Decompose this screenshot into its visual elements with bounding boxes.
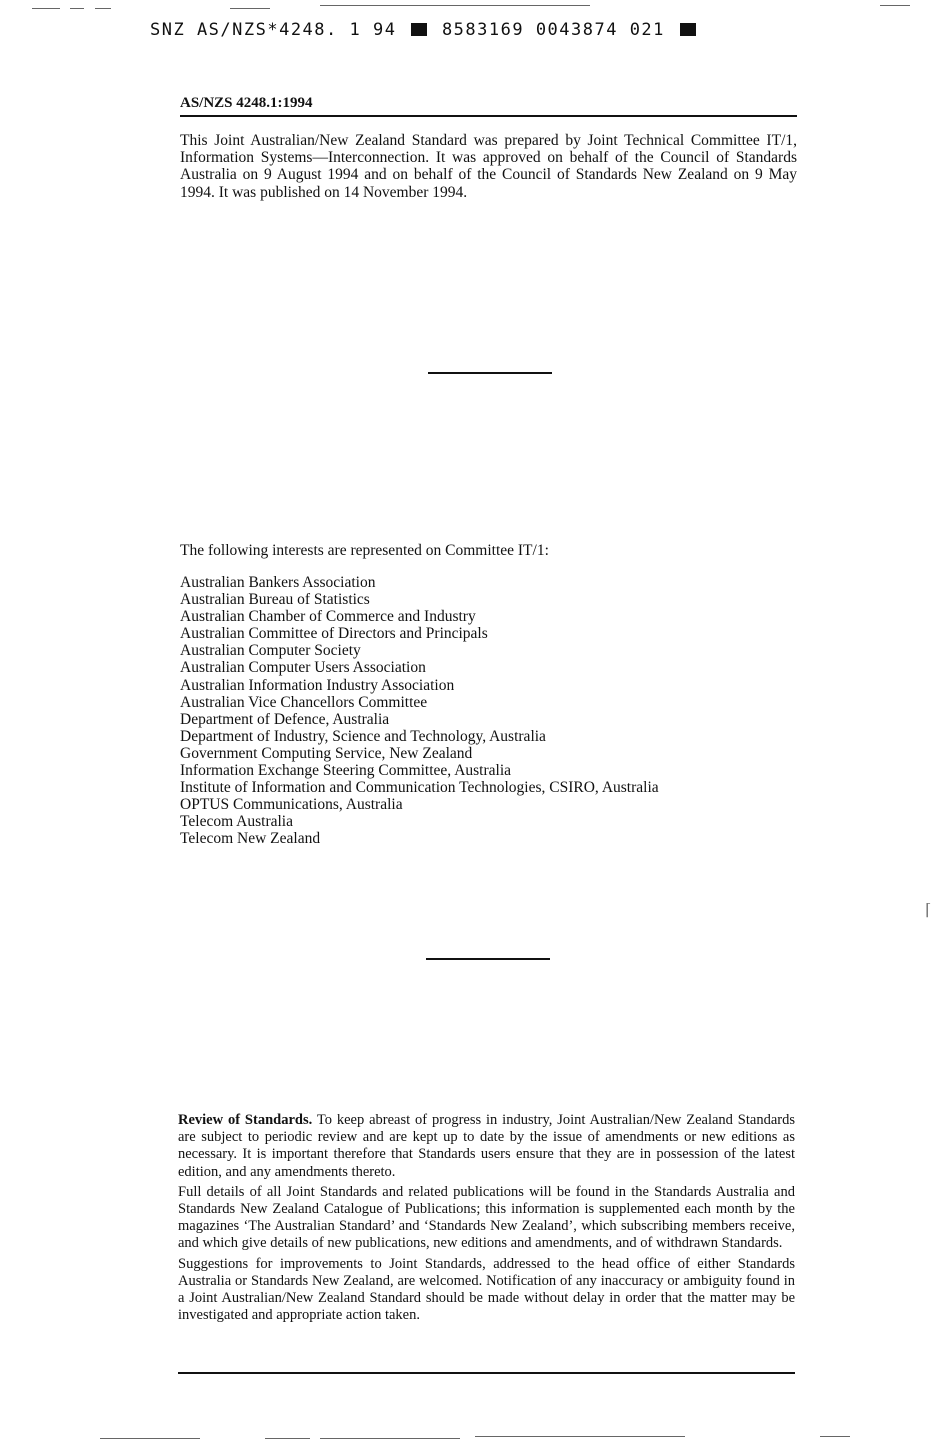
scan-speck <box>70 8 84 9</box>
scan-speck <box>230 8 270 9</box>
scan-speck <box>320 1438 460 1439</box>
list-item: Telecom Australia <box>180 813 293 831</box>
list-item: Australian Chamber of Commerce and Industry <box>180 608 476 626</box>
section-divider <box>428 372 552 374</box>
review-of-standards <box>178 1112 795 1327</box>
list-item: Institute of Information and Communication Technologies, CSIRO, Australia <box>180 779 659 797</box>
list-item: Information Exchange Steering Committee, Australia <box>180 762 512 780</box>
review-paragraph <box>178 1112 795 1181</box>
list-item: Australian Bankers Association <box>180 574 376 591</box>
review-paragraph: Full details of all Joint Standards and related publications will be found in the Standards Australia and Standards New Zealand Catalogue of Publications; this information is supplemented each month by the magazines ‘The Australian Standard’ and ‘Standards New Zealand’, which subscribing members receive, and which give details of new publications, new editions and amendments, and of withdrawn Standards. <box>178 1183 795 1252</box>
scan-speck <box>320 5 590 6</box>
scan-speck <box>100 1438 200 1439</box>
footer-rule <box>178 1372 795 1374</box>
list-item: Department of Defence, Australia <box>180 710 390 728</box>
scan-header-prefix: SNZ AS/NZS*4248. 1 94 <box>150 20 397 40</box>
list-item: Australian Committee of Directors and Principals <box>180 625 488 643</box>
scan-header-codes: 8583169 0043874 021 <box>441 20 665 40</box>
scan-speck <box>32 8 60 9</box>
list-item: Department of Industry, Science and Technology, Australia <box>180 727 546 745</box>
scan-speck <box>265 1438 310 1439</box>
committee-member-list <box>180 574 659 848</box>
list-item: Telecom New Zealand <box>180 830 321 848</box>
review-heading: Review of Standards. <box>178 1112 313 1128</box>
scan-speck <box>95 8 111 9</box>
document-id: AS/NZS 4248.1:1994 <box>180 95 313 111</box>
header-rule <box>180 115 797 117</box>
section-divider <box>426 958 550 960</box>
list-item: Australian Information Industry Association <box>180 676 455 694</box>
list-item: Australian Computer Users Association <box>180 659 426 677</box>
block-mark <box>411 23 427 36</box>
review-paragraph-text: To keep abreast of progress in industry, Joint Australian/New Zealand Standards are subject to periodic review and are kept up to date by the issue of amendments or new editions as necessary. It is important therefore that Standards users ensure that they are in possession of the latest edition, and any amendments thereto. <box>178 1112 795 1180</box>
list-item: Australian Computer Society <box>180 642 361 660</box>
scan-speck <box>820 1436 850 1437</box>
list-item: Government Computing Service, New Zealand <box>180 744 473 762</box>
list-item: OPTUS Communications, Australia <box>180 796 403 814</box>
list-item: Australian Bureau of Statistics <box>180 591 370 609</box>
scan-speck <box>475 1436 685 1437</box>
preparation-text: This Joint Australian/New Zealand Standard was prepared by Joint Technical Committee IT/1, Information Systems—Interconnection. It was approved on behalf of the Council of Standards Australia on 9 August 1994 and on behalf of the Council of Standards New Zealand on 9 May 1994. It was published on 14 November 1994. <box>180 132 797 201</box>
committee-intro: The following interests are represented on Committee IT/1: <box>180 542 549 559</box>
review-paragraph: Suggestions for improvements to Joint Standards, addressed to the head office of either Standards Australia or Standards New Zealand, are welcomed. Notification of any inaccuracy or ambiguity found in a Joint Australian/New Zealand Standard should be made without delay in order that the matter may be investigated and appropriate action taken. <box>178 1255 795 1324</box>
scan-header <box>150 20 699 40</box>
block-mark <box>680 23 696 36</box>
scan-speck: ⌈ <box>925 902 932 919</box>
scan-speck <box>880 5 910 6</box>
list-item: Australian Vice Chancellors Committee <box>180 693 428 711</box>
